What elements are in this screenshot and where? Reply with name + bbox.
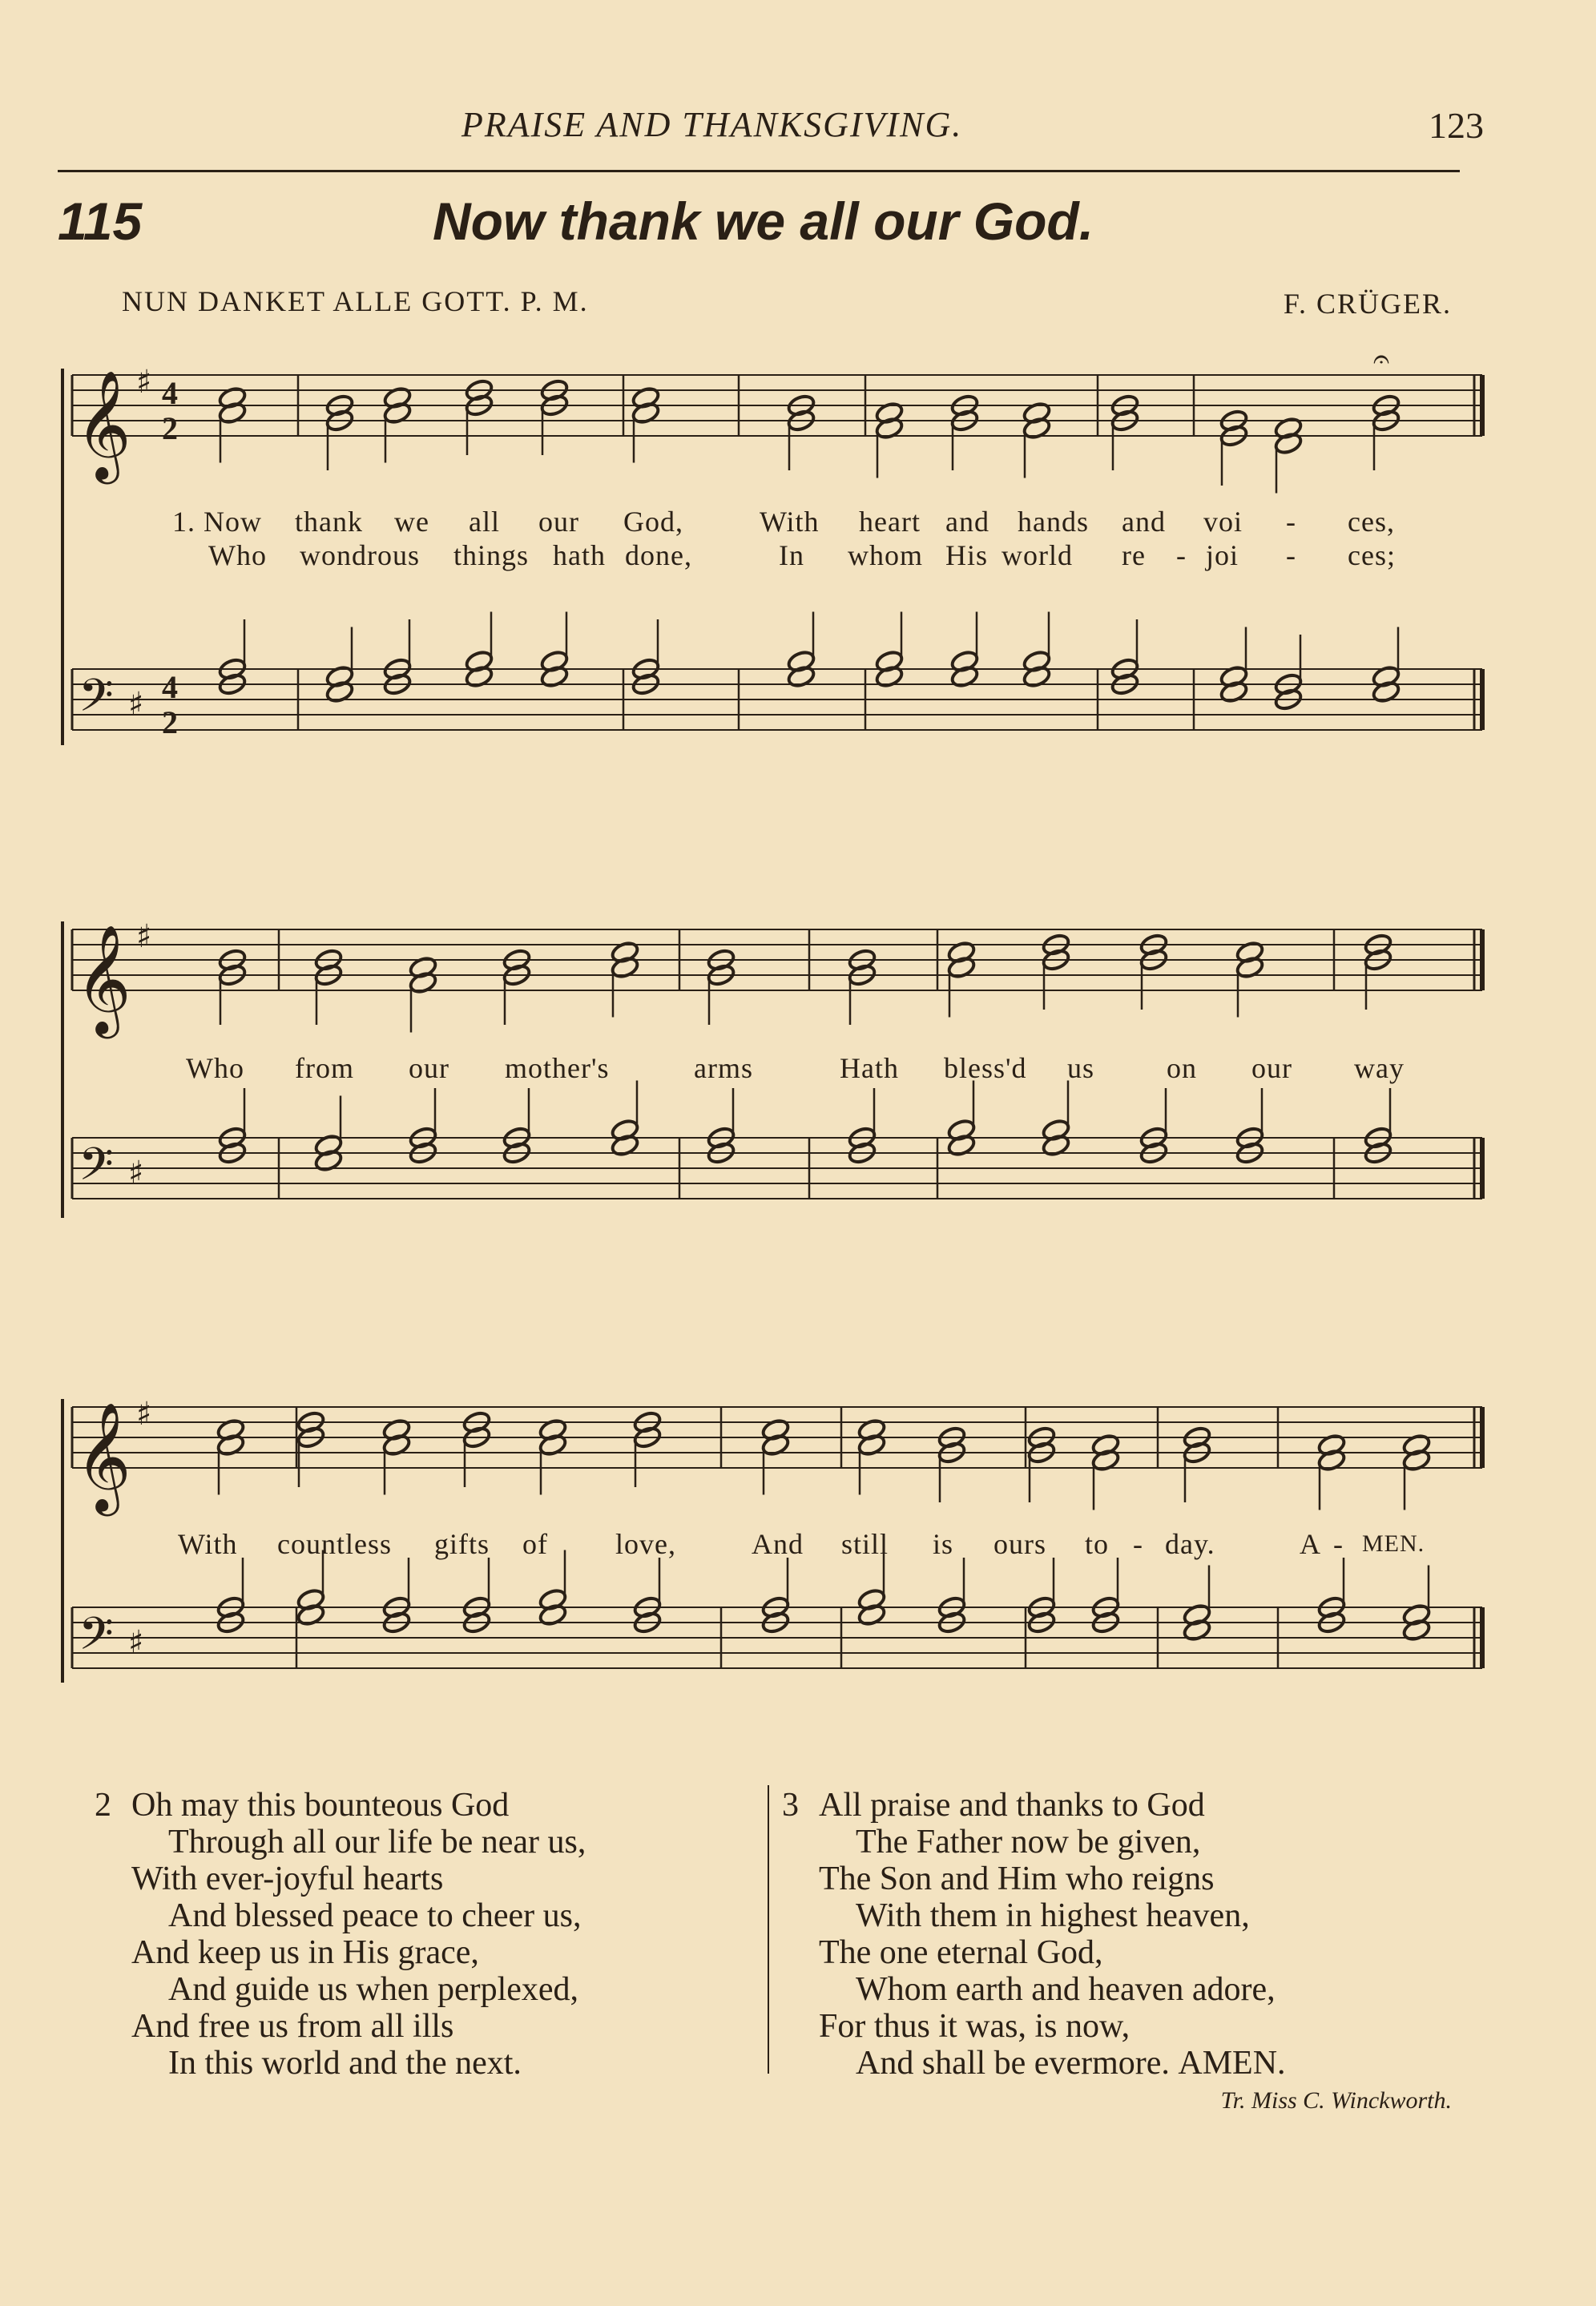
lyric-word: hands (1018, 506, 1089, 538)
lyric-word: heart (859, 506, 921, 538)
lyric-word: us (1067, 1052, 1095, 1084)
lyric-word: thank (295, 506, 363, 538)
verse-line: In this world and the next. (168, 2045, 522, 2082)
amen: AMEN. (1178, 2045, 1286, 2082)
lyric-word: - (1176, 539, 1187, 571)
lyric-word: day. (1165, 1528, 1215, 1560)
sharp-icon: ♯ (136, 1396, 152, 1433)
hymn-number: 115 (58, 191, 143, 251)
verse-line: And shall be evermore. (856, 2045, 1170, 2082)
sharp-icon: ♯ (128, 686, 144, 723)
bass-clef-icon: 𝄢 (79, 1139, 114, 1202)
verse-2 (95, 1787, 586, 2082)
lyric-word: hath (553, 539, 606, 571)
lyric-word: God, (623, 506, 683, 538)
lyric-word: things (453, 539, 530, 571)
lyric-word: Hath (840, 1052, 899, 1084)
lyric-word: our (1251, 1052, 1292, 1084)
verse-number: 3 (782, 1787, 799, 1824)
lyric-word: way (1354, 1052, 1405, 1084)
page-number: 123 (1429, 105, 1484, 146)
lyric-word: arms (694, 1052, 753, 1084)
treble-clef-icon: 𝄞 (75, 369, 131, 479)
lyric-word: done, (625, 539, 692, 571)
verse-number: 2 (95, 1787, 111, 1824)
sharp-icon: ♯ (128, 1624, 144, 1661)
section-title: PRAISE AND THANKSGIVING. (461, 105, 963, 144)
lyric-word: And (752, 1528, 804, 1560)
verse-line: With them in highest heaven, (856, 1897, 1250, 1934)
lyric-word: - (1286, 506, 1296, 538)
lyric-word: world (1002, 539, 1073, 571)
lyric-word: and (945, 506, 989, 538)
verse-line: Oh may this bounteous God (131, 1787, 510, 1824)
time-signature-top: 4 (162, 375, 178, 411)
verse-line: All praise and thanks to God (819, 1787, 1205, 1824)
sharp-icon: ♯ (128, 1155, 144, 1191)
lyric-word: we (394, 506, 429, 538)
bass-clef-icon: 𝄢 (79, 670, 114, 733)
verse-line: And guide us when perplexed, (168, 1971, 579, 2008)
lyric-word: With (178, 1528, 238, 1560)
verse-divider (768, 1785, 769, 2074)
verse-line: And free us from all ills (131, 2008, 454, 2045)
lyric-word: bless'd (944, 1052, 1027, 1084)
lyric-word: all (469, 506, 500, 538)
hymn-title: Now thank we all our God. (433, 191, 1094, 251)
verse-line: For thus it was, is now, (819, 2008, 1130, 2045)
lyric-word: ours (993, 1528, 1046, 1560)
verse-line: With ever-joyful hearts (131, 1861, 444, 1897)
lyric-word: mother's (505, 1052, 610, 1084)
verse-line: The one eternal God, (819, 1934, 1103, 1971)
lyric-word: His (945, 539, 989, 571)
sharp-icon: ♯ (136, 918, 152, 955)
treble-clef-icon: 𝄞 (75, 1401, 131, 1511)
lyric-word: Who (186, 1052, 244, 1084)
time-signature-bottom: 2 (162, 704, 178, 740)
lyric-word: - (1286, 539, 1296, 571)
verse-line: The Son and Him who reigns (819, 1861, 1215, 1897)
translator-credit: Tr. Miss C. Winckworth. (1220, 2087, 1452, 2114)
lyric-word: Who (208, 539, 267, 571)
composer: F. CRÜGER. (1283, 288, 1452, 320)
lyric-word: joi (1206, 539, 1239, 571)
lyric-word: our (409, 1052, 449, 1084)
lyric-word: and (1122, 506, 1166, 538)
bass-clef-icon: 𝄢 (79, 1608, 114, 1671)
lyric-word: re (1122, 539, 1146, 571)
lyric-word: ces; (1348, 539, 1396, 571)
verse-line: And keep us in His grace, (131, 1934, 479, 1971)
time-signature-bottom: 2 (162, 410, 178, 446)
lyric-word: countless (277, 1528, 392, 1560)
lyric-word: - (1133, 1528, 1143, 1560)
lyric-word: still (841, 1528, 889, 1560)
verse-line: Through all our life be near us, (168, 1824, 586, 1861)
verse-line: Whom earth and heaven adore, (856, 1971, 1276, 2008)
lyric-word: love, (615, 1528, 676, 1560)
lyric-word: 1. Now (172, 506, 262, 538)
lyric-word: MEN. (1362, 1530, 1425, 1557)
lyric-word: voi (1203, 506, 1243, 538)
lyric-word: With (760, 506, 820, 538)
sharp-icon: ♯ (136, 364, 152, 401)
lyric-word: A (1300, 1528, 1321, 1560)
lyric-word: whom (848, 539, 923, 571)
lyric-word: on (1167, 1052, 1197, 1084)
lyric-word: ces, (1348, 506, 1395, 538)
lyric-word: from (295, 1052, 354, 1084)
fermata-icon: 𝄐 (1373, 343, 1390, 376)
verse-line: And blessed peace to cheer us, (168, 1897, 582, 1934)
lyric-word: wondrous (300, 539, 420, 571)
lyric-word: is (933, 1528, 954, 1560)
lyric-word: our (538, 506, 579, 538)
verse-line: The Father now be given, (856, 1824, 1201, 1861)
lyric-word: - (1333, 1528, 1344, 1560)
time-signature-top: 4 (162, 669, 178, 705)
tune-name: NUN DANKET ALLE GOTT. P. M. (122, 285, 589, 317)
verse-3 (782, 1787, 1286, 2082)
lyric-word: of (522, 1528, 548, 1560)
lyric-word: gifts (434, 1528, 490, 1560)
lyric-word: to (1085, 1528, 1110, 1560)
lyric-word: In (779, 539, 804, 571)
treble-clef-icon: 𝄞 (75, 923, 131, 1034)
